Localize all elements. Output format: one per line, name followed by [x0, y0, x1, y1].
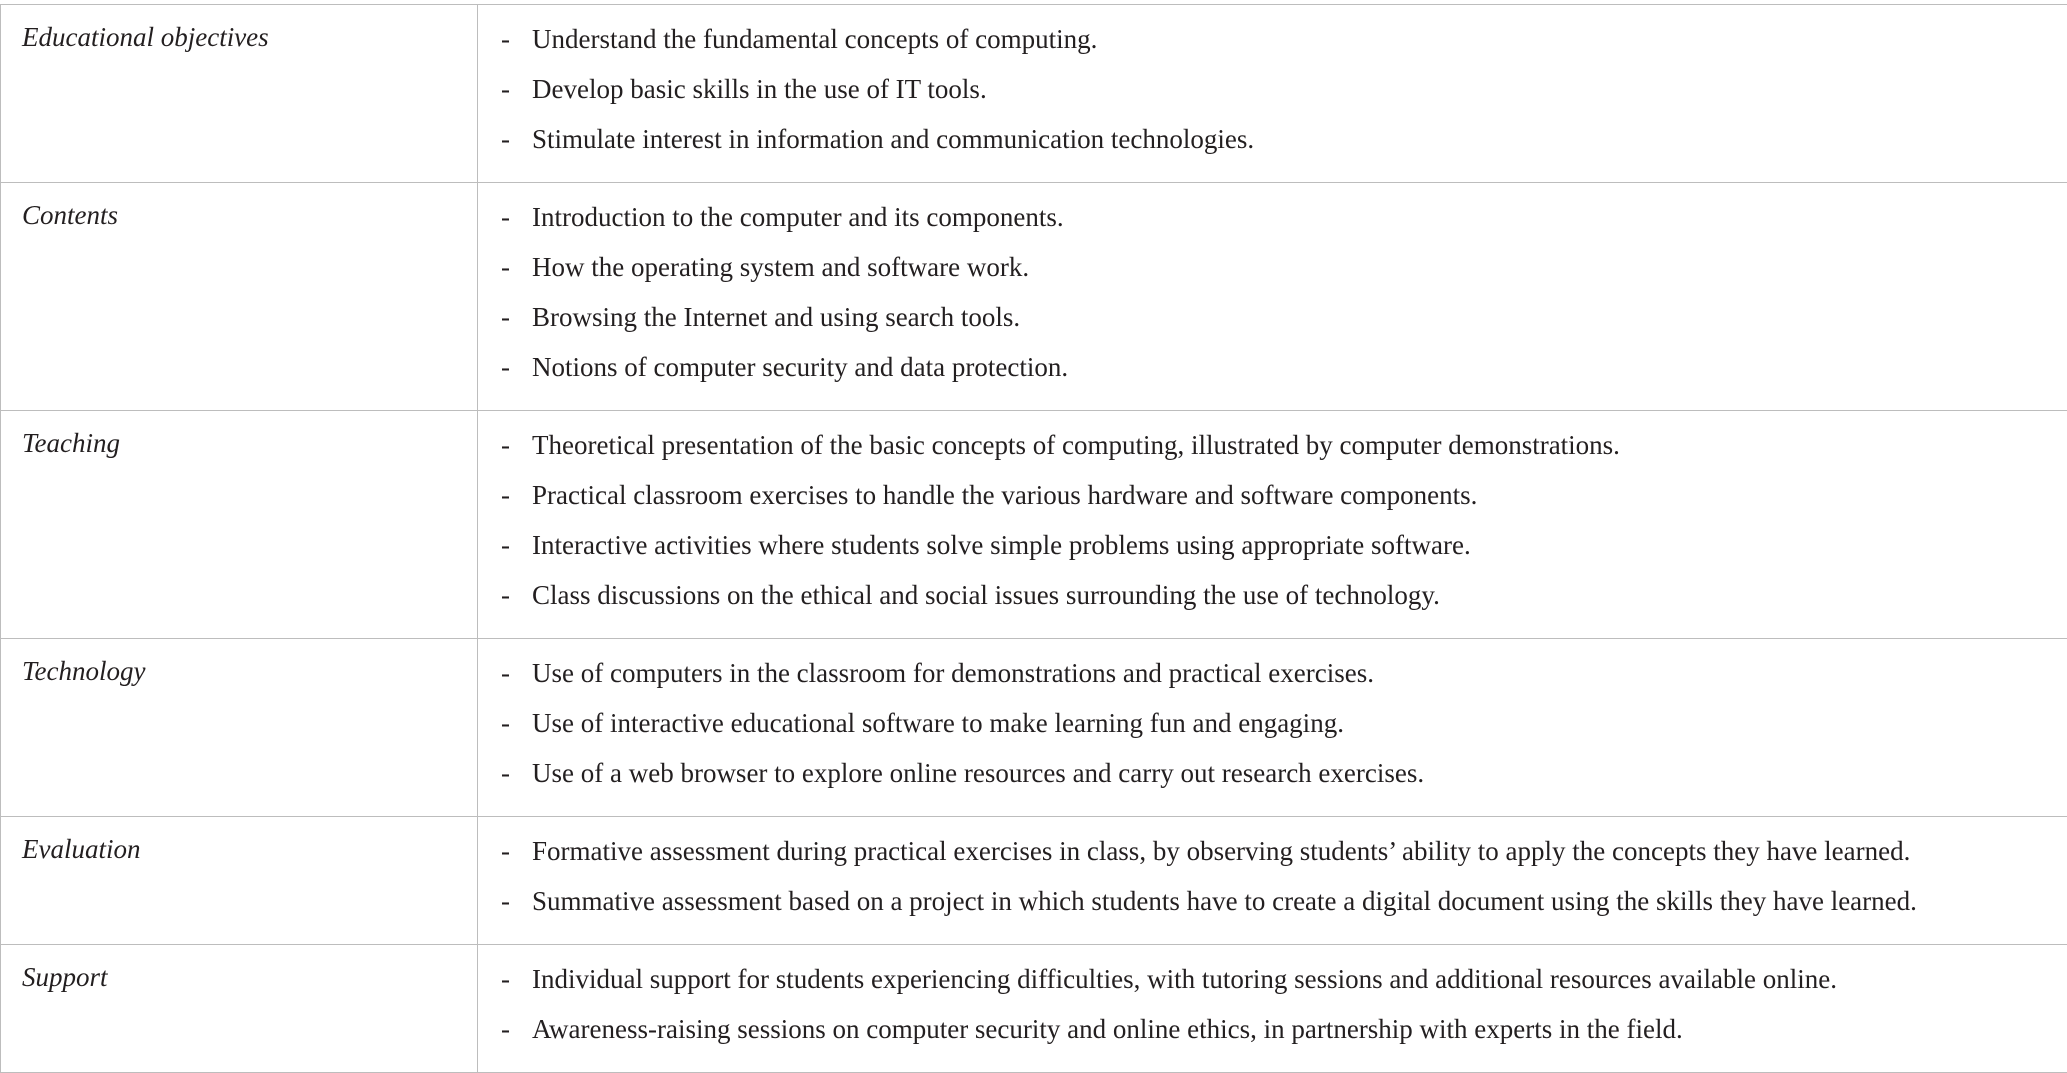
dash-bullet: - [501, 64, 510, 114]
course-table [0, 4, 2067, 1073]
item-list [478, 192, 2067, 392]
list-item [478, 114, 2067, 164]
dash-bullet: - [501, 954, 510, 1004]
item-text: Summative assessment based on a project in which students have to create a digital document using the skills they have learned. [532, 886, 1917, 916]
list-item [478, 1004, 2067, 1054]
dash-bullet: - [501, 698, 510, 748]
dash-bullet: - [501, 342, 510, 392]
row-items-cell [478, 639, 2067, 817]
dash-bullet: - [501, 520, 510, 570]
table-row-teaching [1, 411, 2067, 639]
item-text: Class discussions on the ethical and social issues surrounding the use of technology. [532, 580, 1440, 610]
list-item [478, 570, 2067, 620]
item-text: Formative assessment during practical exercises in class, by observing students’ ability to apply the concepts they have learned. [532, 836, 1910, 866]
table-row-contents [1, 183, 2067, 411]
row-label: Evaluation [1, 817, 478, 945]
dash-bullet: - [501, 114, 510, 164]
table-row-educational-objectives [1, 5, 2067, 183]
item-text: Awareness-raising sessions on computer security and online ethics, in partnership with experts in the field. [532, 1014, 1683, 1044]
dash-bullet: - [501, 192, 510, 242]
list-item [478, 342, 2067, 392]
dash-bullet: - [501, 470, 510, 520]
dash-bullet: - [501, 242, 510, 292]
list-item [478, 520, 2067, 570]
item-text: Stimulate interest in information and communication technologies. [532, 124, 1254, 154]
list-item [478, 954, 2067, 1004]
row-label: Support [1, 945, 478, 1073]
list-item [478, 470, 2067, 520]
item-list [478, 420, 2067, 620]
list-item [478, 648, 2067, 698]
item-text: Practical classroom exercises to handle the various hardware and software components. [532, 480, 1477, 510]
dash-bullet: - [501, 420, 510, 470]
item-text: Introduction to the computer and its components. [532, 202, 1064, 232]
item-text: How the operating system and software work. [532, 252, 1029, 282]
list-item [478, 242, 2067, 292]
dash-bullet: - [501, 570, 510, 620]
table-row-evaluation [1, 817, 2067, 945]
item-text: Use of a web browser to explore online resources and carry out research exercises. [532, 758, 1424, 788]
dash-bullet: - [501, 876, 510, 926]
row-items-cell [478, 5, 2067, 183]
list-item [478, 192, 2067, 242]
item-text: Use of computers in the classroom for demonstrations and practical exercises. [532, 658, 1374, 688]
list-item [478, 698, 2067, 748]
item-list [478, 14, 2067, 164]
dash-bullet: - [501, 1004, 510, 1054]
item-text: Browsing the Internet and using search tools. [532, 302, 1020, 332]
list-item [478, 876, 2067, 926]
list-item [478, 748, 2067, 798]
row-items-cell [478, 183, 2067, 411]
dash-bullet: - [501, 748, 510, 798]
list-item [478, 826, 2067, 876]
list-item [478, 420, 2067, 470]
table-row-support [1, 945, 2067, 1073]
item-text: Notions of computer security and data protection. [532, 352, 1068, 382]
table-row-technology [1, 639, 2067, 817]
dash-bullet: - [501, 826, 510, 876]
dash-bullet: - [501, 14, 510, 64]
dash-bullet: - [501, 292, 510, 342]
item-text: Interactive activities where students solve simple problems using appropriate software. [532, 530, 1471, 560]
item-text: Theoretical presentation of the basic concepts of computing, illustrated by computer demonstrations. [532, 430, 1620, 460]
dash-bullet: - [501, 648, 510, 698]
item-text: Understand the fundamental concepts of computing. [532, 24, 1097, 54]
row-items-cell [478, 945, 2067, 1073]
list-item [478, 292, 2067, 342]
item-list [478, 648, 2067, 798]
item-text: Individual support for students experiencing difficulties, with tutoring sessions and additional resources available online. [532, 964, 1837, 994]
row-label: Teaching [1, 411, 478, 639]
row-items-cell [478, 411, 2067, 639]
item-list [478, 826, 2067, 926]
row-label: Educational objectives [1, 5, 478, 183]
list-item [478, 14, 2067, 64]
row-label: Technology [1, 639, 478, 817]
row-label: Contents [1, 183, 478, 411]
item-text: Use of interactive educational software to make learning fun and engaging. [532, 708, 1344, 738]
item-list [478, 954, 2067, 1054]
list-item [478, 64, 2067, 114]
row-items-cell [478, 817, 2067, 945]
item-text: Develop basic skills in the use of IT tools. [532, 74, 987, 104]
